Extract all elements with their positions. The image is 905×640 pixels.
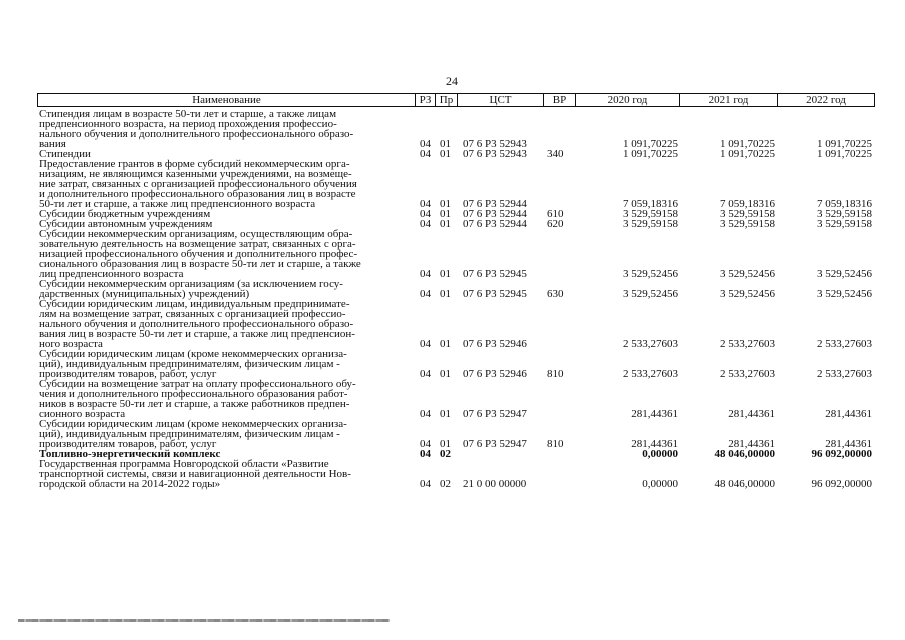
cell-2022: 2 533,27603 <box>817 368 872 380</box>
table-header <box>37 93 875 107</box>
cell-rz: 04 <box>420 288 431 300</box>
cell-2020: 1 091,70225 <box>623 148 678 160</box>
table-row <box>37 279 875 299</box>
cell-vr: 810 <box>547 438 564 450</box>
cell-2022: 3 529,59158 <box>817 218 872 230</box>
header-rz: РЗ <box>416 94 436 106</box>
row-name: Государственная программа Новгородской области «Развитие транспортной системы, связи и навигационной деятельности Нов- городской области на 2014-2022 годы» <box>39 458 351 490</box>
cell-rz: 04 <box>420 268 431 280</box>
cell-rz: 04 <box>420 218 431 230</box>
cell-2022: 2 533,27603 <box>817 338 872 350</box>
cell-pr: 01 <box>440 338 451 350</box>
cell-2020: 3 529,59158 <box>623 208 678 220</box>
cell-pr: 01 <box>440 218 451 230</box>
header-2020: 2020 год <box>576 94 680 106</box>
cell-2020: 3 529,59158 <box>623 218 678 230</box>
cell-cst: 21 0 00 00000 <box>463 478 527 490</box>
cell-vr: 340 <box>547 148 564 160</box>
cell-2021: 281,44361 <box>728 408 775 420</box>
cell-cst: 07 6 P3 52945 <box>463 268 527 280</box>
cell-2020: 7 059,18316 <box>623 198 678 210</box>
cell-2022: 3 529,52456 <box>817 268 872 280</box>
row-name: Предоставление грантов в форме субсидий некоммерческим орга- низациям, не являющимся казенными учреждениями, на возмеще- ние затрат, связанных с организацией профессионального обучения и дополнительного профессионального образования лиц в возрасте 50-ти лет и старше, а также лиц предпенсионного возраста <box>39 158 357 210</box>
cell-pr: 02 <box>440 478 451 490</box>
cell-cst: 07 6 P3 52944 <box>463 208 527 220</box>
cell-rz: 04 <box>420 148 431 160</box>
page-number: 24 <box>446 74 458 88</box>
cell-2020: 3 529,52456 <box>623 288 678 300</box>
row-name: Стипендия лицам в возрасте 50-ти лет и старше, а также лицам предпенсионного возраста, на период прохождения профессио- нального обучения и дополнительного профессионального образо- вания <box>39 108 354 150</box>
cell-2022: 3 529,59158 <box>817 208 872 220</box>
cell-pr: 01 <box>440 438 451 450</box>
header-vr: ВР <box>544 94 576 106</box>
cell-cst: 07 6 P3 52944 <box>463 198 527 210</box>
row-name: Субсидии некоммерческим организациям (за исключением госу- дарственных (муниципальных) учреждений) <box>39 278 343 300</box>
cell-2021: 48 046,00000 <box>714 448 775 460</box>
cell-2021: 1 091,70225 <box>720 138 775 150</box>
table-row <box>37 349 875 379</box>
cell-2021: 3 529,59158 <box>720 208 775 220</box>
cell-pr: 01 <box>440 208 451 220</box>
row-name: Субсидии юридическим лицам (кроме некоммерческих организа- ций), индивидуальным предпринимателям, физическим лицам - производителям товаров, работ, услуг <box>39 348 347 380</box>
cell-2022: 3 529,52456 <box>817 288 872 300</box>
cell-2020: 0,00000 <box>642 478 678 490</box>
cell-vr: 810 <box>547 368 564 380</box>
cell-2022: 1 091,70225 <box>817 138 872 150</box>
cell-vr: 630 <box>547 288 564 300</box>
cell-2022: 96 092,00000 <box>811 478 872 490</box>
row-name: Субсидии юридическим лицам (кроме некоммерческих организа- ций), индивидуальным предпринимателям, физическим лицам - производителям товаров, работ, услуг <box>39 418 347 450</box>
cell-2022: 96 092,00000 <box>811 448 872 460</box>
cell-2021: 2 533,27603 <box>720 338 775 350</box>
cell-rz: 04 <box>420 208 431 220</box>
table-row <box>37 459 875 489</box>
cell-2020: 3 529,52456 <box>623 268 678 280</box>
cell-2021: 3 529,52456 <box>720 268 775 280</box>
cell-2021: 1 091,70225 <box>720 148 775 160</box>
cell-rz: 04 <box>420 338 431 350</box>
cell-pr: 02 <box>440 448 451 460</box>
header-name: Наименование <box>38 94 416 106</box>
header-2021: 2021 год <box>680 94 778 106</box>
table-row <box>37 379 875 419</box>
table-row <box>37 229 875 279</box>
cell-cst: 07 6 P3 52946 <box>463 368 527 380</box>
cell-2020: 2 533,27603 <box>623 368 678 380</box>
scan-edge-line <box>18 619 390 622</box>
cell-cst: 07 6 P3 52946 <box>463 338 527 350</box>
cell-2022: 281,44361 <box>825 408 872 420</box>
table-row <box>37 419 875 449</box>
cell-2021: 3 529,52456 <box>720 288 775 300</box>
cell-rz: 04 <box>420 478 431 490</box>
row-name: Субсидии бюджетным учреждениям <box>39 208 211 220</box>
table-row <box>37 299 875 349</box>
row-name: Субсидии на возмещение затрат на оплату профессионального обу- чения и дополнительного профессионального образования работ- ников в возрасте 50-ти лет и старше, а также работников предпен- сионного возраста <box>39 378 356 420</box>
table-row <box>37 109 875 149</box>
cell-rz: 04 <box>420 448 431 460</box>
header-cst: ЦСТ <box>458 94 544 106</box>
budget-table-body <box>37 109 875 489</box>
cell-2020: 1 091,70225 <box>623 138 678 150</box>
cell-2020: 281,44361 <box>631 408 678 420</box>
cell-rz: 04 <box>420 408 431 420</box>
cell-cst: 07 6 P3 52947 <box>463 408 527 420</box>
cell-vr: 620 <box>547 218 564 230</box>
cell-2020: 0,00000 <box>642 448 678 460</box>
cell-2021: 281,44361 <box>728 438 775 450</box>
cell-pr: 01 <box>440 148 451 160</box>
cell-pr: 01 <box>440 368 451 380</box>
cell-rz: 04 <box>420 138 431 150</box>
header-pr: Пр <box>436 94 458 106</box>
cell-cst: 07 6 P3 52945 <box>463 288 527 300</box>
cell-pr: 01 <box>440 138 451 150</box>
cell-2021: 48 046,00000 <box>714 478 775 490</box>
row-name: Субсидии автономным учреждениям <box>39 218 213 230</box>
row-name: Топливно-энергетический комплекс <box>39 448 221 460</box>
cell-rz: 04 <box>420 438 431 450</box>
cell-cst: 07 6 P3 52943 <box>463 138 527 150</box>
row-name: Субсидии юридическим лицам, индивидуальным предпринимате- лям на возмещение затрат, связанных с организацией профессио- нального обучения и дополнительного профессионального образо- вания лиц в возрасте 50-ти лет и старше, а также лиц предпенсион- ного возраста <box>39 298 355 350</box>
cell-2022: 281,44361 <box>825 438 872 450</box>
cell-2021: 2 533,27603 <box>720 368 775 380</box>
cell-cst: 07 6 P3 52944 <box>463 218 527 230</box>
row-name: Стипендии <box>39 148 91 160</box>
cell-pr: 01 <box>440 408 451 420</box>
cell-pr: 01 <box>440 288 451 300</box>
cell-2021: 3 529,59158 <box>720 218 775 230</box>
cell-2022: 7 059,18316 <box>817 198 872 210</box>
row-name: Субсидии некоммерческим организациям, осуществляющим обра- зовательную деятельность на возмещение затрат, связанных с орга- низацией профессионального обучения и дополнительного профес- сионального образования лиц в возрасте 50-ти лет и старше, а также лиц предпенсионного возраста <box>39 228 361 280</box>
cell-rz: 04 <box>420 198 431 210</box>
cell-2020: 281,44361 <box>631 438 678 450</box>
table-row <box>37 159 875 209</box>
cell-cst: 07 6 P3 52943 <box>463 148 527 160</box>
cell-rz: 04 <box>420 368 431 380</box>
header-2022: 2022 год <box>806 94 846 106</box>
cell-2022: 1 091,70225 <box>817 148 872 160</box>
cell-pr: 01 <box>440 268 451 280</box>
cell-cst: 07 6 P3 52947 <box>463 438 527 450</box>
cell-pr: 01 <box>440 198 451 210</box>
cell-2021: 7 059,18316 <box>720 198 775 210</box>
cell-vr: 610 <box>547 208 564 220</box>
cell-2020: 2 533,27603 <box>623 338 678 350</box>
